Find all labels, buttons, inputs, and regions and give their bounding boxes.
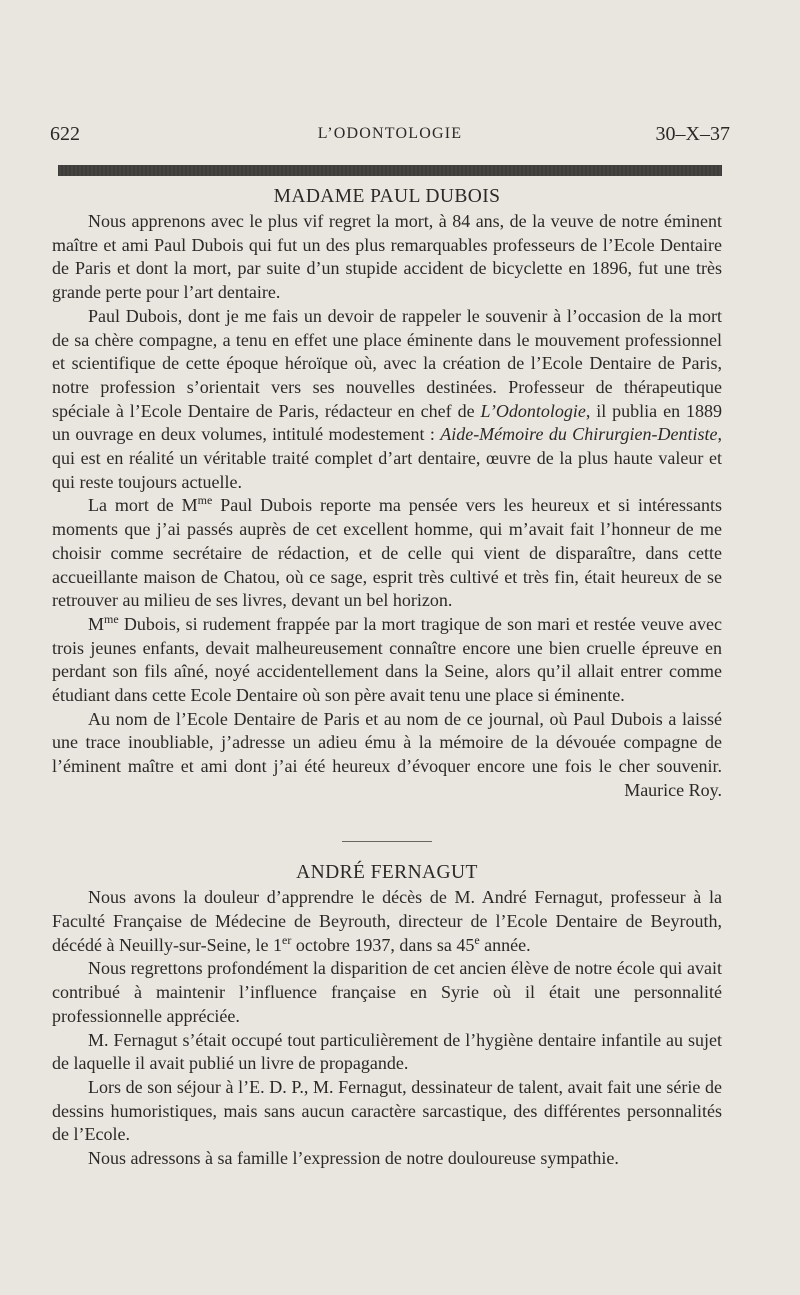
paragraph bbox=[52, 494, 722, 613]
text-run: Nous avons la douleur d’apprendre le décès de M. André Fernagut, professeur à la Faculté Française de Médecine de Beyrouth, directeur de l’Ecole Dentaire de Beyrouth, décédé à Neuilly-sur-Seine, le 1 bbox=[52, 887, 722, 955]
text-run: Dubois, si rudement frappée par la mort tragique de son mari et restée veuve avec trois jeunes enfants, devait malheureusement connaître encore une bien cruelle épreuve en perdant son fils aîné, noyé accidentellement dans la Seine, alors qu’il allait entrer comme étudiant dans cette Ecole Dentaire où son père avait tenu une place si éminente. bbox=[52, 613, 722, 706]
text-run: La mort de M bbox=[88, 495, 198, 516]
running-title: L’ODONTOLOGIE bbox=[317, 125, 463, 142]
text-run: Paul Dubois, dont je me fais un devoir de rappeler le souvenir à l’occasion de la mort de sa chère compagne, a tenu en effet une place éminente dans le mouvement professionnel et scientifique de cette époque héroïque où, avec la création de l’Ecole Dentaire de Paris, notre profession s’orientait vers ses nouvelles destinées. Professeur de thérapeutique spéciale à l’Ecole Dentaire de Paris, rédacteur en chef de bbox=[52, 305, 722, 421]
running-header bbox=[50, 123, 730, 153]
author-signature: Maurice Roy. bbox=[624, 779, 722, 800]
obituary-fernagut bbox=[52, 860, 722, 1170]
paragraph bbox=[52, 305, 722, 495]
text-run: M bbox=[88, 613, 105, 634]
paragraph bbox=[52, 613, 722, 708]
paragraph: Lors de son séjour à l’E. D. P., M. Fernagut, dessinateur de talent, avait fait une série de dessins humoristiques, mais sans aucun caractère sarcastique, des différentes personnalités de l’Ecole. bbox=[52, 1076, 722, 1145]
issue-date: 30–X–37 bbox=[655, 123, 730, 145]
text-run: année. bbox=[479, 934, 531, 955]
superscript: er bbox=[282, 932, 292, 947]
page-content bbox=[52, 184, 722, 1171]
paragraph bbox=[52, 708, 722, 827]
text-run: Paul Dubois reporte ma pensée vers les heureux et si intéressants moments que j’ai passés auprès de cet excellent homme, qui m’avait fait l’honneur de me choisir comme secrétaire de rédaction, et de celle qui vient de disparaître, dans cette accueillante maison de Chatou, où ce sage, esprit très cultivé et très fin, était heureux de se retrouver au milieu de ses livres, devant un bel horizon. bbox=[52, 495, 722, 611]
superscript: e bbox=[474, 932, 480, 947]
obituary-title: MADAME PAUL DUBOIS bbox=[273, 186, 501, 207]
section-divider bbox=[342, 841, 432, 842]
paragraph: Nous adressons à sa famille l’expression de notre douloureuse sympathie. bbox=[88, 1148, 619, 1169]
journal-title: L’Odontologie bbox=[480, 400, 586, 421]
paragraph bbox=[52, 886, 722, 957]
superscript: me bbox=[104, 611, 119, 626]
page-number: 622 bbox=[50, 123, 80, 145]
header-rule bbox=[58, 165, 722, 176]
text-run: , il publia en 1889 un ouvrage en deux volumes, intitulé modestement : bbox=[52, 400, 722, 445]
paragraph: Nous regrettons profondément la disparition de cet ancien élève de notre école qui avait contribué à maintenir l’influence française en Syrie où il était une personnalité professionnelle appréciée. bbox=[52, 958, 722, 1026]
text-run: octobre 1937, dans sa 45 bbox=[291, 934, 475, 955]
text-run: , qui est en réalité un véritable traité complet d’art dentaire, œuvre de la plus haute valeur et qui reste toujours actuelle. bbox=[52, 424, 723, 492]
paragraph: M. Fernagut s’était occupé tout particulièrement de l’hygiène dentaire infantile au sujet de laquelle il avait publié un livre de propagande. bbox=[52, 1029, 722, 1074]
book-title: Aide-Mémoire du Chirurgien-Dentiste bbox=[440, 424, 718, 445]
obituary-title: ANDRÉ FERNAGUT bbox=[296, 862, 478, 884]
superscript: me bbox=[197, 493, 213, 508]
obituary-dubois bbox=[52, 184, 722, 826]
paragraph: Nous apprenons avec le plus vif regret la mort, à 84 ans, de la veuve de notre éminent maître et ami Paul Dubois qui fut un des plus remarquables professeurs de l’Ecole Dentaire de Paris et dont la mort, par suite d’un stupide accident de bicyclette en 1896, fut une très grande perte pour l’art dentaire. bbox=[52, 211, 722, 303]
text-run: Au nom de l’Ecole Dentaire de Paris et au nom de ce journal, où Paul Dubois a laissé une trace inoubliable, j’adresse un adieu ému à la mémoire de la dévouée compagne de l’éminent maître et ami dont j’ai été heureux d’évoquer encore une fois le cher souvenir. bbox=[52, 708, 722, 777]
